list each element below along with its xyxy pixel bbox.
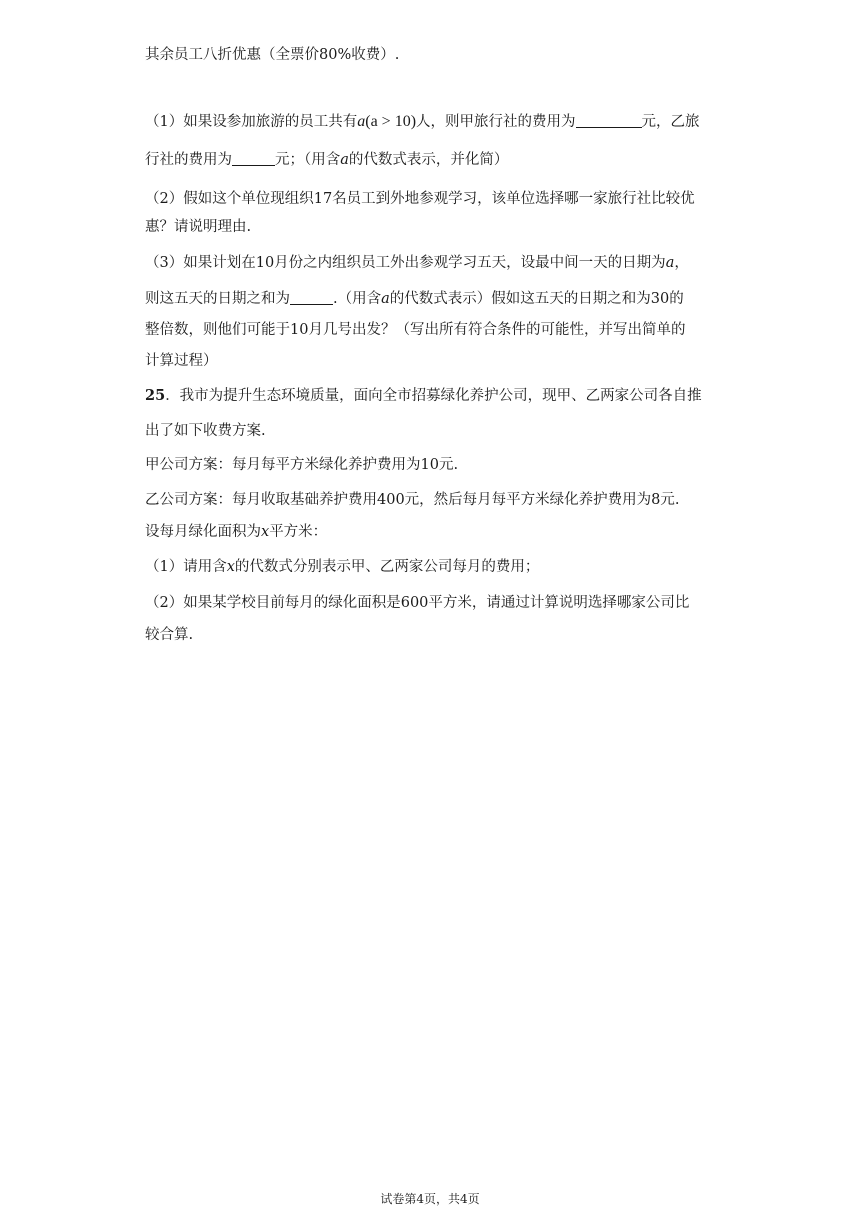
text: （2）如果某学校目前每月的绿化面积是600平方米，请通过计算说明选择哪家公司比 (145, 595, 690, 611)
question-25-line-2 (145, 420, 720, 442)
text: 乙公司方案：每月收取基础养护费用400元，然后每月每平方米绿化养护费用为8元. (145, 492, 680, 508)
text: 元；（用含 (275, 152, 341, 168)
question-25-part-1 (145, 556, 720, 578)
question-2-line-2 (145, 216, 720, 238)
text: 的代数式表示）假如这五天的日期之和为30的 (389, 291, 684, 307)
answer-blank-jia (576, 111, 642, 128)
math-variable: a (381, 291, 390, 307)
text: 的代数式表示，并化简） (348, 152, 509, 168)
text: 的代数式分别表示甲、乙两家公司每月的费用； (234, 559, 540, 575)
text-line-1 (145, 44, 720, 66)
math-condition: (a > 10) (365, 113, 417, 130)
text: ．我市为提升生态环境质量，面向全市招募绿化养护公司，现甲、乙两家公司各自推 (165, 388, 702, 404)
area-definition (145, 521, 720, 543)
math-variable: a (357, 113, 366, 130)
text: 计算过程） (145, 353, 218, 369)
text: （1）如果设参加旅游的员工共有 (145, 114, 358, 130)
answer-blank-sum (290, 288, 333, 305)
question-25-part-2-line-2 (145, 624, 720, 646)
text: 行社的费用为 (145, 152, 232, 168)
math-variable: a (665, 255, 675, 271)
text: 出了如下收费方案. (145, 423, 266, 439)
text: （3）如果计划在10月份之内组织员工外出参观学习五天，设最中间一天的日期为 (145, 255, 666, 271)
text: 整倍数，则他们可能于10月几号出发？（写出所有符合条件的可能性，并写出简单的 (145, 322, 686, 338)
text: 其余员工八折优惠（全票价80%收费）. (145, 47, 400, 63)
question-2-line (145, 188, 720, 210)
math-variable: x (261, 524, 270, 540)
text: 平方米： (269, 524, 328, 540)
text: （1）请用含 (145, 559, 227, 575)
math-variable: x (226, 559, 235, 575)
question-1-line (145, 111, 720, 133)
question-3-line (145, 252, 720, 274)
plan-yi (145, 489, 720, 511)
math-variable: a (340, 152, 349, 168)
plan-jia (145, 454, 720, 476)
question-1-line-2 (145, 149, 720, 171)
question-3-line-4 (145, 350, 720, 372)
page-footer: 试卷第4页，共4页 (380, 1192, 480, 1206)
text: （2）假如这个单位现组织17名员工到外地参观学习，该单位选择哪一家旅行社比较优 (145, 191, 695, 207)
answer-blank-yi (232, 149, 275, 166)
text: ， (674, 255, 689, 271)
text: 惠？请说明理由. (145, 219, 252, 235)
question-number: 25 (145, 387, 166, 404)
question-25-part-2 (145, 592, 720, 614)
question-25-line (145, 385, 720, 407)
text: 元，乙旅 (641, 114, 700, 130)
text: .（用含 (333, 291, 382, 307)
text: 较合算. (145, 627, 194, 643)
text: 则这五天的日期之和为 (145, 291, 290, 307)
text: 甲公司方案：每月每平方米绿化养护费用为10元. (145, 457, 459, 473)
text: 人，则甲旅行社的费用为 (416, 114, 576, 130)
text: 设每月绿化面积为 (145, 524, 261, 540)
question-3-line-2 (145, 288, 720, 310)
question-3-line-3 (145, 319, 720, 341)
